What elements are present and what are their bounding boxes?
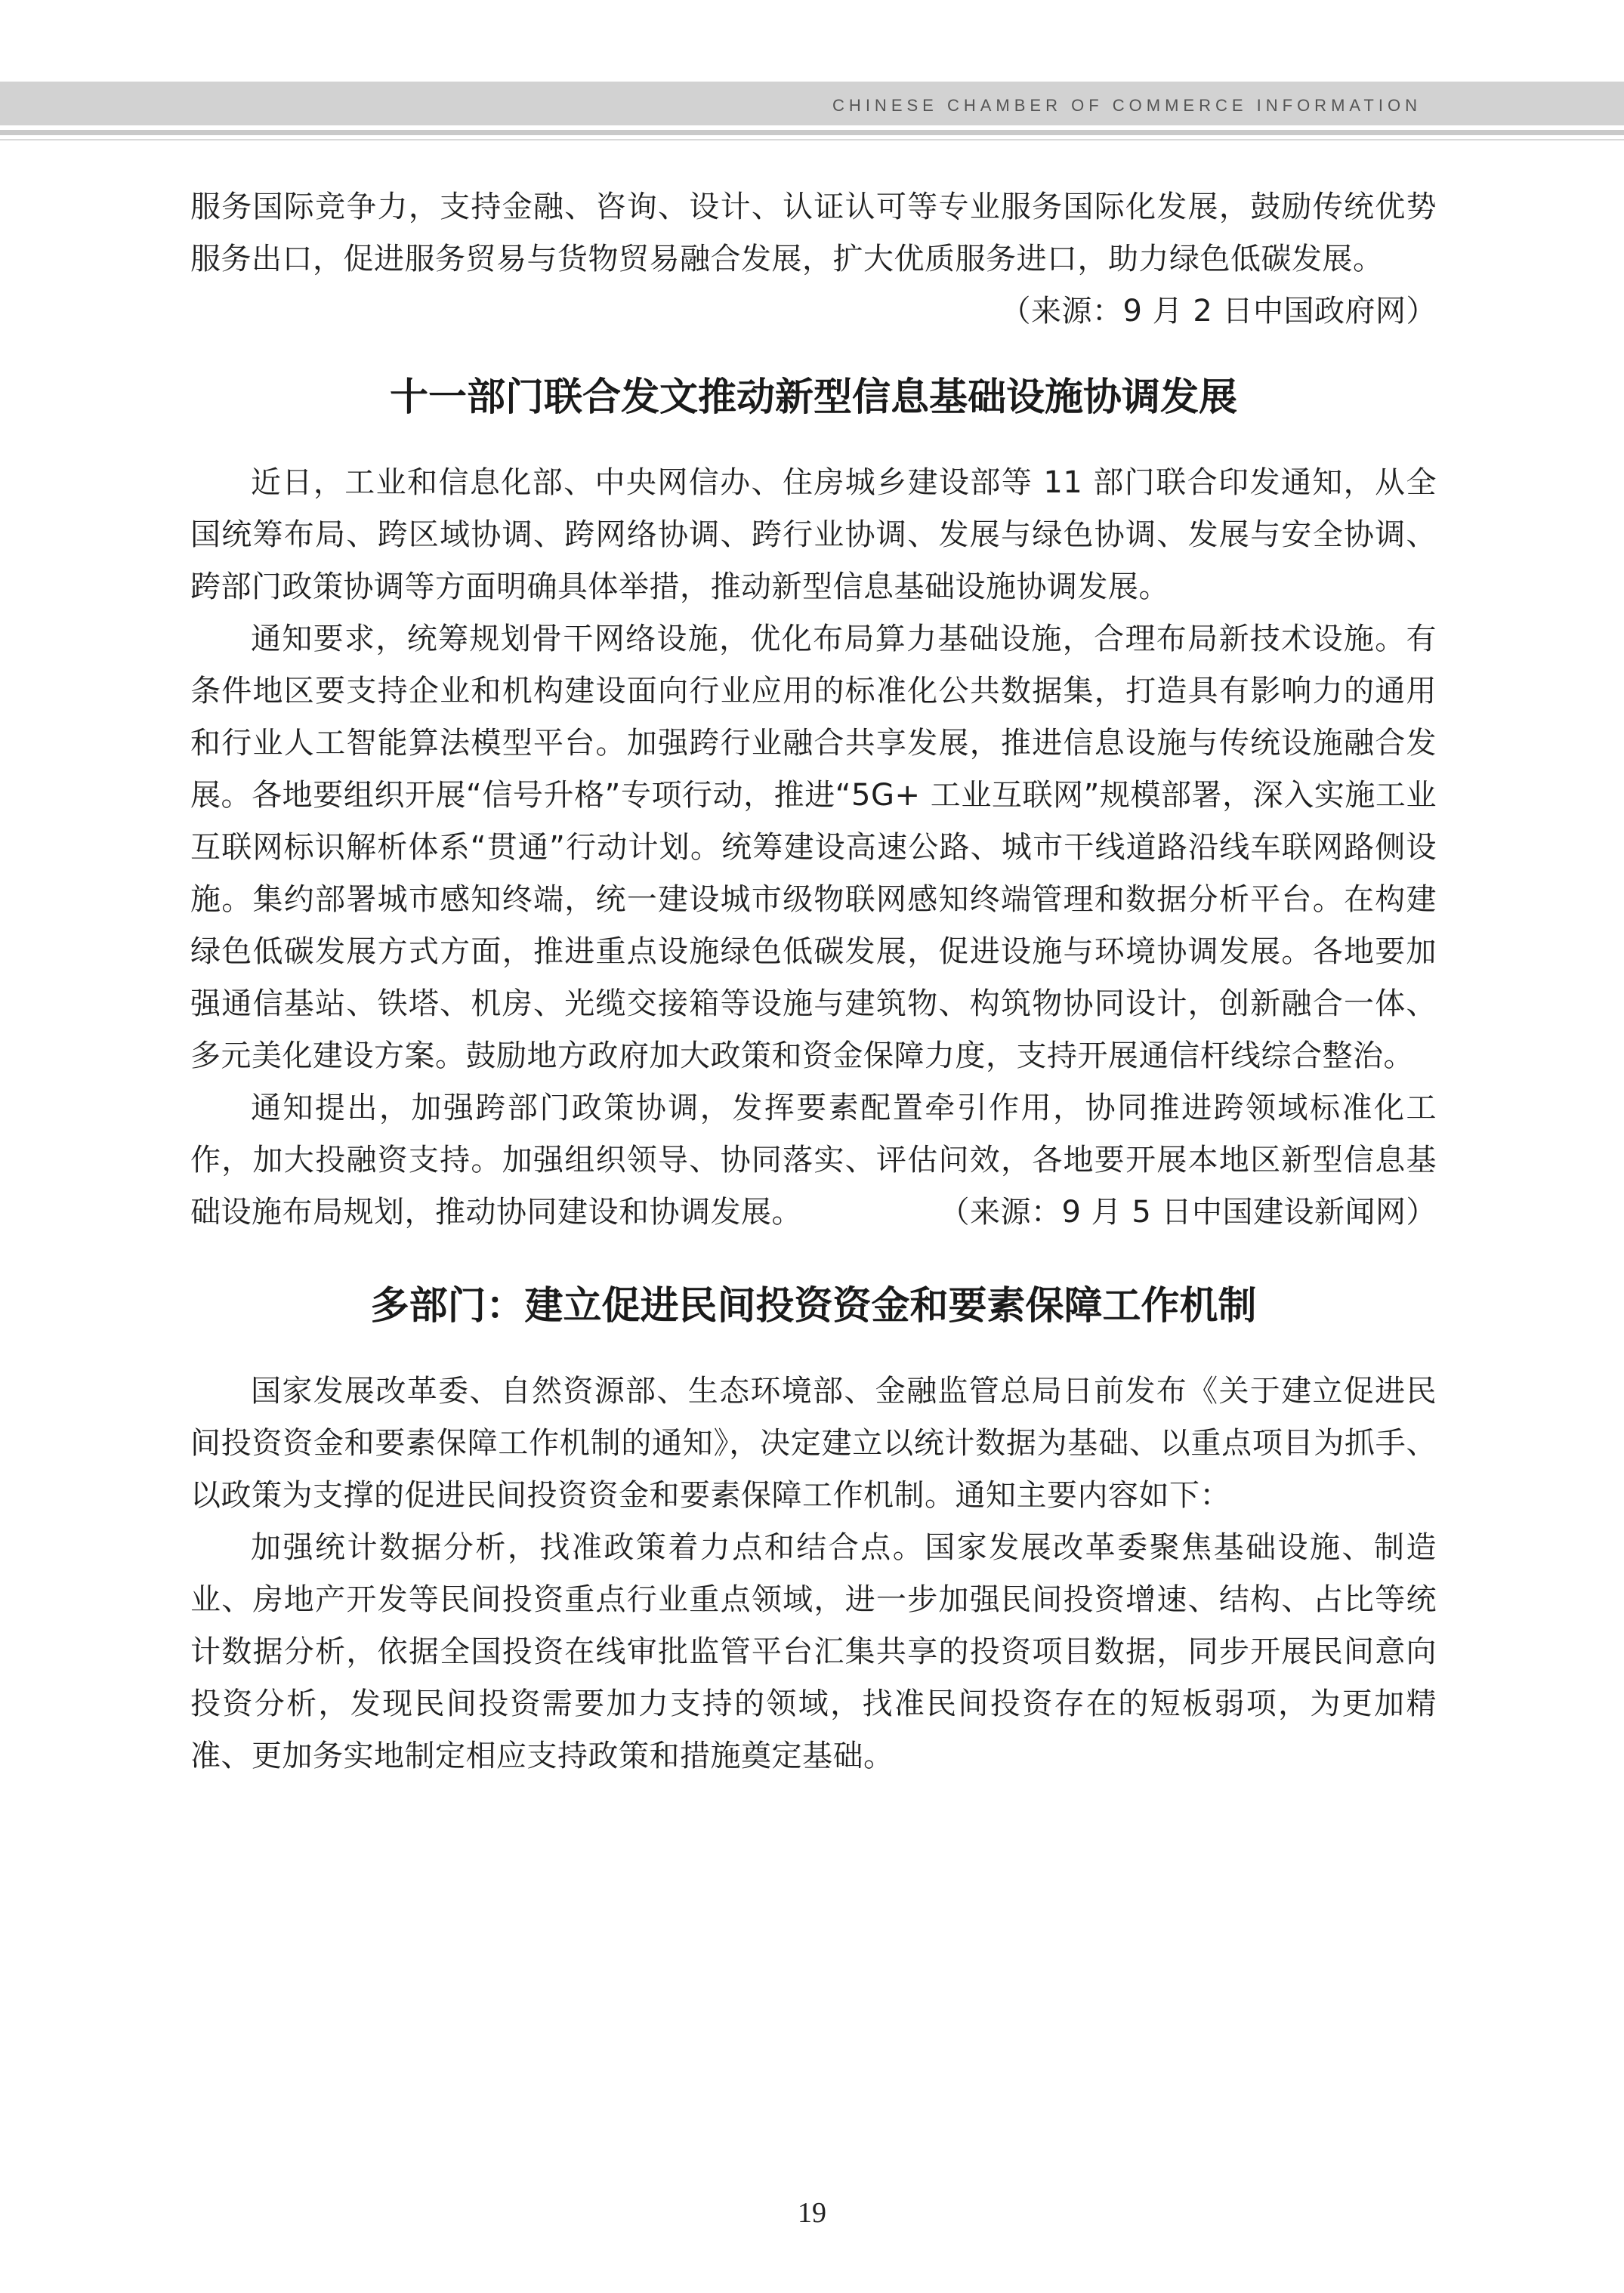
page-content (190, 181, 1437, 1782)
article1-source: （来源：9 月 5 日中国建设新闻网） (939, 1195, 1437, 1230)
article1-paragraph-3 (190, 1082, 1437, 1239)
article1-title: 十一部门联合发文推动新型信息基础设施协调发展 (389, 375, 1237, 420)
header-divider (0, 130, 1624, 135)
article2-title: 多部门：建立促进民间投资资金和要素保障工作机制 (370, 1284, 1257, 1329)
article1-paragraph-1: 近日，工业和信息化部、中央网信办、住房城乡建设部等 11 部门联合印发通知，从全国统筹布局、跨区域协调、跨网络协调、跨行业协调、发展与绿色协调、发展与安全协调、跨部门政策协调等方面明确具体举措，推动新型信息基础设施协调发展。 (190, 465, 1437, 604)
article1-paragraph-2: 通知要求，统筹规划骨干网络设施，优化布局算力基础设施，合理布局新技术设施。有条件地区要支持企业和机构建设面向行业应用的标准化公共数据集，打造具有影响力的通用和行业人工智能算法模型平台。加强跨行业融合共享发展，推进信息设施与传统设施融合发展。各地要组织开展“信号升格”专项行动，推进“5G+ 工业互联网”规模部署，深入实施工业互联网标识解析体系“贯通”行动计划。统筹建设高速公路、城市干线道路沿线车联网路侧设施。集约部署城市感知终端，统一建设城市级物联网感知终端管理和数据分析平台。在构建绿色低碳发展方式方面，推进重点设施绿色低碳发展，促进设施与环境协调发展。各地要加强通信基站、铁塔、机房、光缆交接箱等设施与建筑物、构筑物协同设计，创新融合一体、多元美化建设方案。鼓励地方政府加大政策和资金保障力度，支持开展通信杆线综合整治。 (190, 622, 1437, 1073)
header-title: CHINESE CHAMBER OF COMMERCE INFORMATION (832, 96, 1422, 115)
intro-source: （来源：9 月 2 日中国政府网） (1000, 294, 1437, 329)
article2-paragraph-2: 加强统计数据分析，找准政策着力点和结合点。国家发展改革委聚焦基础设施、制造业、房地产开发等民间投资重点行业重点领域，进一步加强民间投资增速、结构、占比等统计数据分析，依据全国投资在线审批监管平台汇集共享的投资项目数据，同步开展民间意向投资分析，发现民间投资需要加力支持的领域，找准民间投资存在的短板弱项，为更加精准、更加务实地制定相应支持政策和措施奠定基础。 (190, 1530, 1437, 1773)
article2-paragraph-1: 国家发展改革委、自然资源部、生态环境部、金融监管总局日前发布《关于建立促进民间投资资金和要素保障工作机制的通知》，决定建立以统计数据为基础、以重点项目为抓手、以政策为支撑的促进民间投资资金和要素保障工作机制。通知主要内容如下： (190, 1374, 1437, 1513)
article1-paragraph-3-text: 通知提出，加强跨部门政策协调，发挥要素配置牵引作用，协同推进跨领域标准化工作，加大投融资支持。加强组织领导、协同落实、评估问效，各地要开展本地区新型信息基础设施布局规划，推动协同建设和协调发展。 (190, 1091, 1437, 1230)
header-divider-thin (0, 139, 1624, 140)
page-number: 19 (798, 2197, 826, 2229)
intro-paragraph: 服务国际竞争力，支持金融、咨询、设计、认证认可等专业服务国际化发展，鼓励传统优势服务出口，促进服务贸易与货物贸易融合发展，扩大优质服务进口，助力绿色低碳发展。 (190, 190, 1437, 276)
